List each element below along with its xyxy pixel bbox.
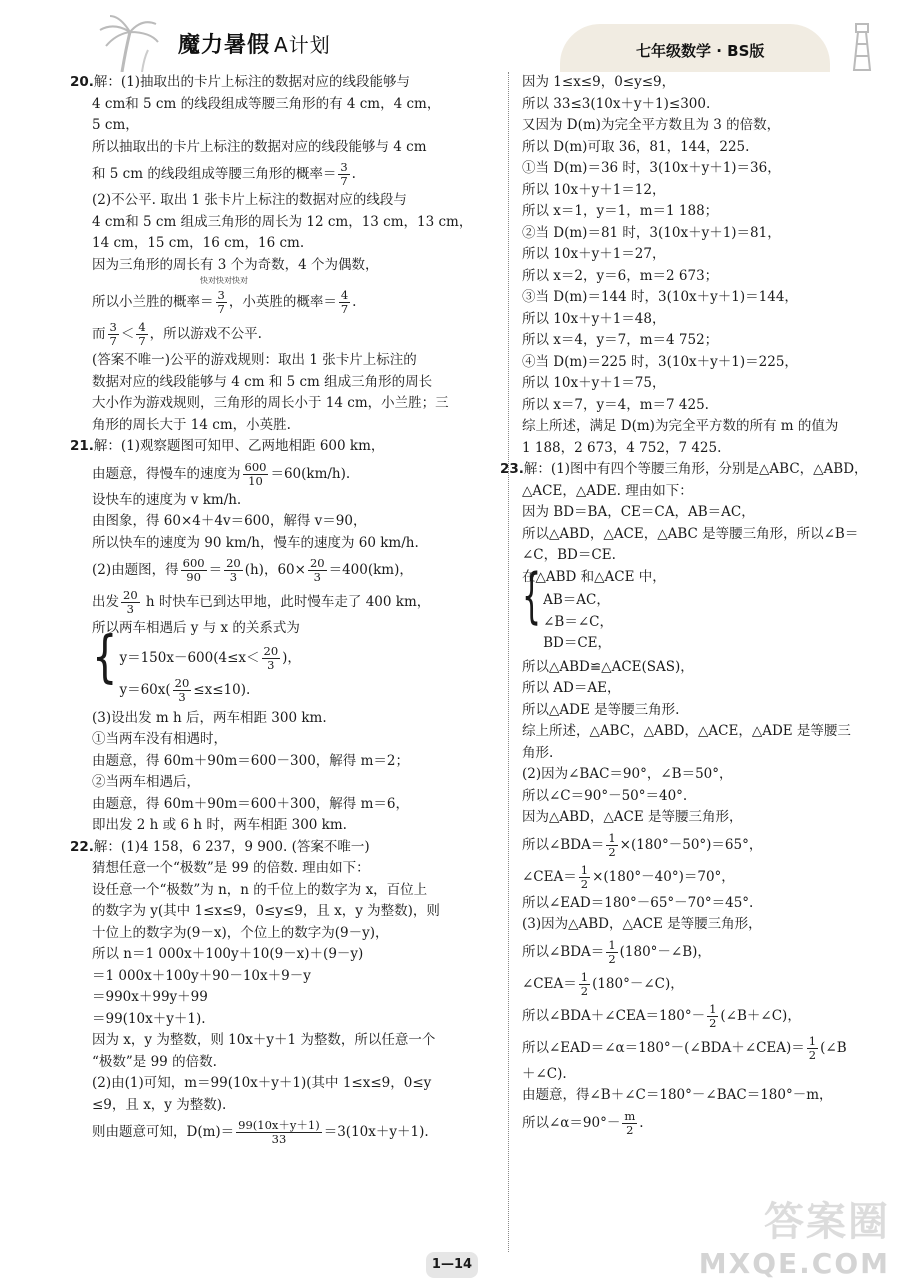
fraction: $\frac{3}{7}$: [340, 160, 348, 188]
fraction: $\frac{4}{7}$: [138, 320, 146, 348]
fraction: $\frac{4}{7}$: [340, 288, 349, 316]
palm-tree-icon: [92, 14, 162, 72]
lighthouse-icon: [842, 18, 882, 72]
answer-22: 22.解：(1)4 158，6 237，9 900. (答案不唯一) 猜想任意一个“极数”是 99 的倍数. 理由如下： 设任意一个“极数”为 n，n 的千位上的数字为 x，百位上 的数字为 y(其中 1≤x≤9，0≤y≤9，且 x，y 为整数)，则 十位上的数字为(9－x)，个位上的数字为(9－y)， 所以 n＝1 000x＋100y＋10(9－x)＋(9－y) ＝1 000x＋100y＋90－10x＋9－y ＝990x＋99y＋99 ＝99(10x＋y＋1). 因为 x，y 为整数，则 10x＋y＋1 为整数，所以任意一个 “极数”是 99 的倍数. (2)由(1)可知，m＝99(10x＋y＋1)(其中 1≤x≤9，0≤y ≤9，且 x，y 为整数). 则由题意可知，D(m)＝ $\frac{99(10x+y+1)}{33}$ ＝3(10x＋y＋1).: [70, 838, 440, 1146]
fraction: $\frac{20}{3}$: [309, 556, 325, 584]
fraction: $\frac{20}{3}$: [174, 675, 190, 704]
fraction: $\frac{20}{3}$: [226, 556, 241, 584]
left-column: [70, 72, 497, 1148]
brand-title: 魔力暑假 A计划: [178, 33, 331, 58]
column-divider: [508, 72, 509, 1252]
grade-label: 七年级数学 · BS版: [636, 42, 765, 60]
condition-system: { AB＝AC， ∠B＝∠C， BD＝CE，: [522, 561, 613, 651]
fraction: $\frac{600}{10}$: [244, 459, 267, 488]
fraction: $\frac{1}{2}$: [608, 830, 616, 859]
answer-22-continued: 因为 1≤x≤9，0≤y≤9， 所以 33≤3(10x＋y＋1)≤300. 又因为 D(m)为完全平方数且为 3 的倍数， 所以 D(m)可取 36，81，144，225. ①当 D(m)＝36 时，3(10x＋y＋1)＝36， 所以 10x＋y＋1＝12， 所以 x＝1，y＝1，m＝1 188； ②当 D(m)＝81 时，3(10x＋y＋1)＝81， 所以 10x＋y＋1＝27， 所以 x＝2，y＝6，m＝2 673； ③当 D(m)＝144 时，3(10x＋y＋1)＝144， 所以 10x＋y＋1＝48， 所以 x＝4，y＝7，m＝4 752； ④当 D(m)＝225 时，3(10x＋y＋1)＝225， 所以 10x＋y＋1＝75， 所以 x＝7，y＝4，m＝7 425. 综上所述，满足 D(m)为完全平方数的所有 m 的值为 1 188，2 673，4 752，7 425.: [522, 74, 839, 456]
fraction: $\frac{1}{2}$: [608, 937, 616, 966]
fraction: $\frac{1}{2}$: [808, 1033, 817, 1062]
page-header: [0, 0, 900, 72]
answer-21: 21.解：(1)观察题图可知甲、乙两地相距 600 km， 由题意，得慢车的速度为 $\frac{600}{10}$ ＝60(km/h). 设快车的速度为 v km/h. 由图象，得 60×4＋4v＝600，解得 v＝90， 所以快车的速度为 90 km/h，慢车的速度为 60 km/h. (2)由题图，得 $\frac{600}{90}$ ＝ $\frac{20}{3}$ (h)，60× $\frac{20}{3}$ ＝400(km)， 出发 $\frac{20}{3}$ h 时快车已到达甲地，此时慢车走了 400 km， 所以两车相遇后 y 与 x 的关系式为 { y＝150x－600(4≤x＜ $\frac{20}{3}$ )， y＝60x( $\frac{20}{3}$ ≤x≤10). (3)设出发 m h 后，两车相距 300 km. ①当两车没有相遇时， 由题意，得 60m＋90m＝600－300，解得 m＝2； ②当两车相遇后， 由题意，得 60m＋90m＝600＋300，解得 m＝6， 即出发 2 h 或 6 h 时，两车相距 300 km.: [92, 436, 497, 837]
fraction: $\frac{1}{2}$: [709, 1001, 717, 1030]
question-number: 20.: [70, 74, 94, 90]
watermark: 答案圈 MXQE.COM: [698, 1199, 890, 1280]
fraction: $\frac{99(10x+y+1)}{33}$: [238, 1118, 320, 1146]
right-column: [500, 72, 892, 1139]
page-number: 1—14: [426, 1252, 478, 1278]
answer-20: 20.解：(1)抽取出的卡片上标注的数据对应的线段能够与 4 cm和 5 cm 的线段组成等腰三角形的有 4 cm，4 cm， 5 cm， 所以抽取出的卡片上标注的数据对应的线段能够与 4 cm 和 5 cm 的线段组成等腰三角形的概率＝ $\frac{3}{7}$ . (2)不公平. 取出 1 张卡片上标注的数据对应的线段与 4 cm和 5 cm 组成三角形的周长为 12 cm，13 cm，13 cm， 14 cm，15 cm，16 cm，16 cm. 因为三角形的周长有 3 个为奇数，4 个为偶数， 快对快对快对 所以小兰胜的概率＝ $\frac{3}{7}$ ，小英胜的概率＝ $\frac{4}{7}$ . 而 $\frac{3}{7}$ ＜ $\frac{4}{7}$ ，所以游戏不公平. (答案不唯一)公平的游戏规则：取出 1 张卡片上标注的 数据对应的线段能够与 4 cm 和 5 cm 组成三角形的周长 大小作为游戏规则，三角形的周长小于 14 cm，小兰胜；三 角形的周长大于 14 cm，小英胜.: [92, 72, 497, 436]
question-number: 23.: [500, 461, 524, 477]
small-annotation: 快对快对快对: [200, 276, 248, 285]
piecewise-system: { y＝150x－600(4≤x＜ $\frac{20}{3}$ )， y＝60x( $\frac{20}{3}$ ≤x≤10).: [92, 624, 301, 704]
fraction: $\frac{20}{3}$: [263, 643, 279, 672]
question-number: 21.: [70, 438, 94, 454]
fraction: $\frac{1}{2}$: [580, 862, 589, 891]
fraction: $\frac{20}{3}$: [123, 588, 138, 616]
answer-23: 23.解：(1)图中有四个等腰三角形，分别是△ABC，△ABD， △ACE，△ADE. 理由如下： 因为 BD＝BA，CE＝CA，AB＝AC， 所以△ABD，△ACE，△ABC 是等腰三角形，所以∠B＝ ∠C，BD＝CE. 在△ABD 和△ACE 中， { AB＝AC， ∠B＝∠C， BD＝CE， 所以△ABD≌△ACE(SAS)， 所以 AD＝AE， 所以△ADE 是等腰三角形. 综上所述，△ABC，△ABD，△ACE，△ADE 是等腰三 角形. (2)因为∠BAC＝90°，∠B＝50°， 所以∠C＝90°－50°＝40°. 因为△ABD，△ACE 是等腰三角形， 所以∠BDA＝ $\frac{1}{2}$ ×(180°－50°)＝65°， ∠CEA＝ $\frac{1}{2}$ ×(180°－40°)＝70°， 所以∠EAD＝180°－65°－70°＝45°. (3)因为△ABD，△ACE 是等腰三角形， 所以∠BDA＝ $\frac{1}{2}$ (180°－∠B)， ∠CEA＝ $\frac{1}{2}$ (180°－∠C)， 所以∠BDA＋∠CEA＝180°－ $\frac{1}{2}$ (∠B＋∠C)， 所以∠EAD＝∠α＝180°－(∠BDA＋∠CEA)＝ $\frac{1}{2}$ (∠B ＋∠C). 由题意，得∠B＋∠C＝180°－∠BAC＝180°－m， 所以∠α＝90°－ $\frac{m}{2}$ .: [522, 459, 892, 1139]
question-number: 22.: [70, 838, 94, 855]
fraction: $\frac{1}{2}$: [580, 969, 589, 998]
fraction: $\frac{3}{7}$: [109, 320, 117, 348]
fraction: $\frac{m}{2}$: [624, 1108, 636, 1137]
fraction: $\frac{3}{7}$: [217, 288, 225, 316]
fraction: $\frac{600}{90}$: [182, 556, 205, 584]
